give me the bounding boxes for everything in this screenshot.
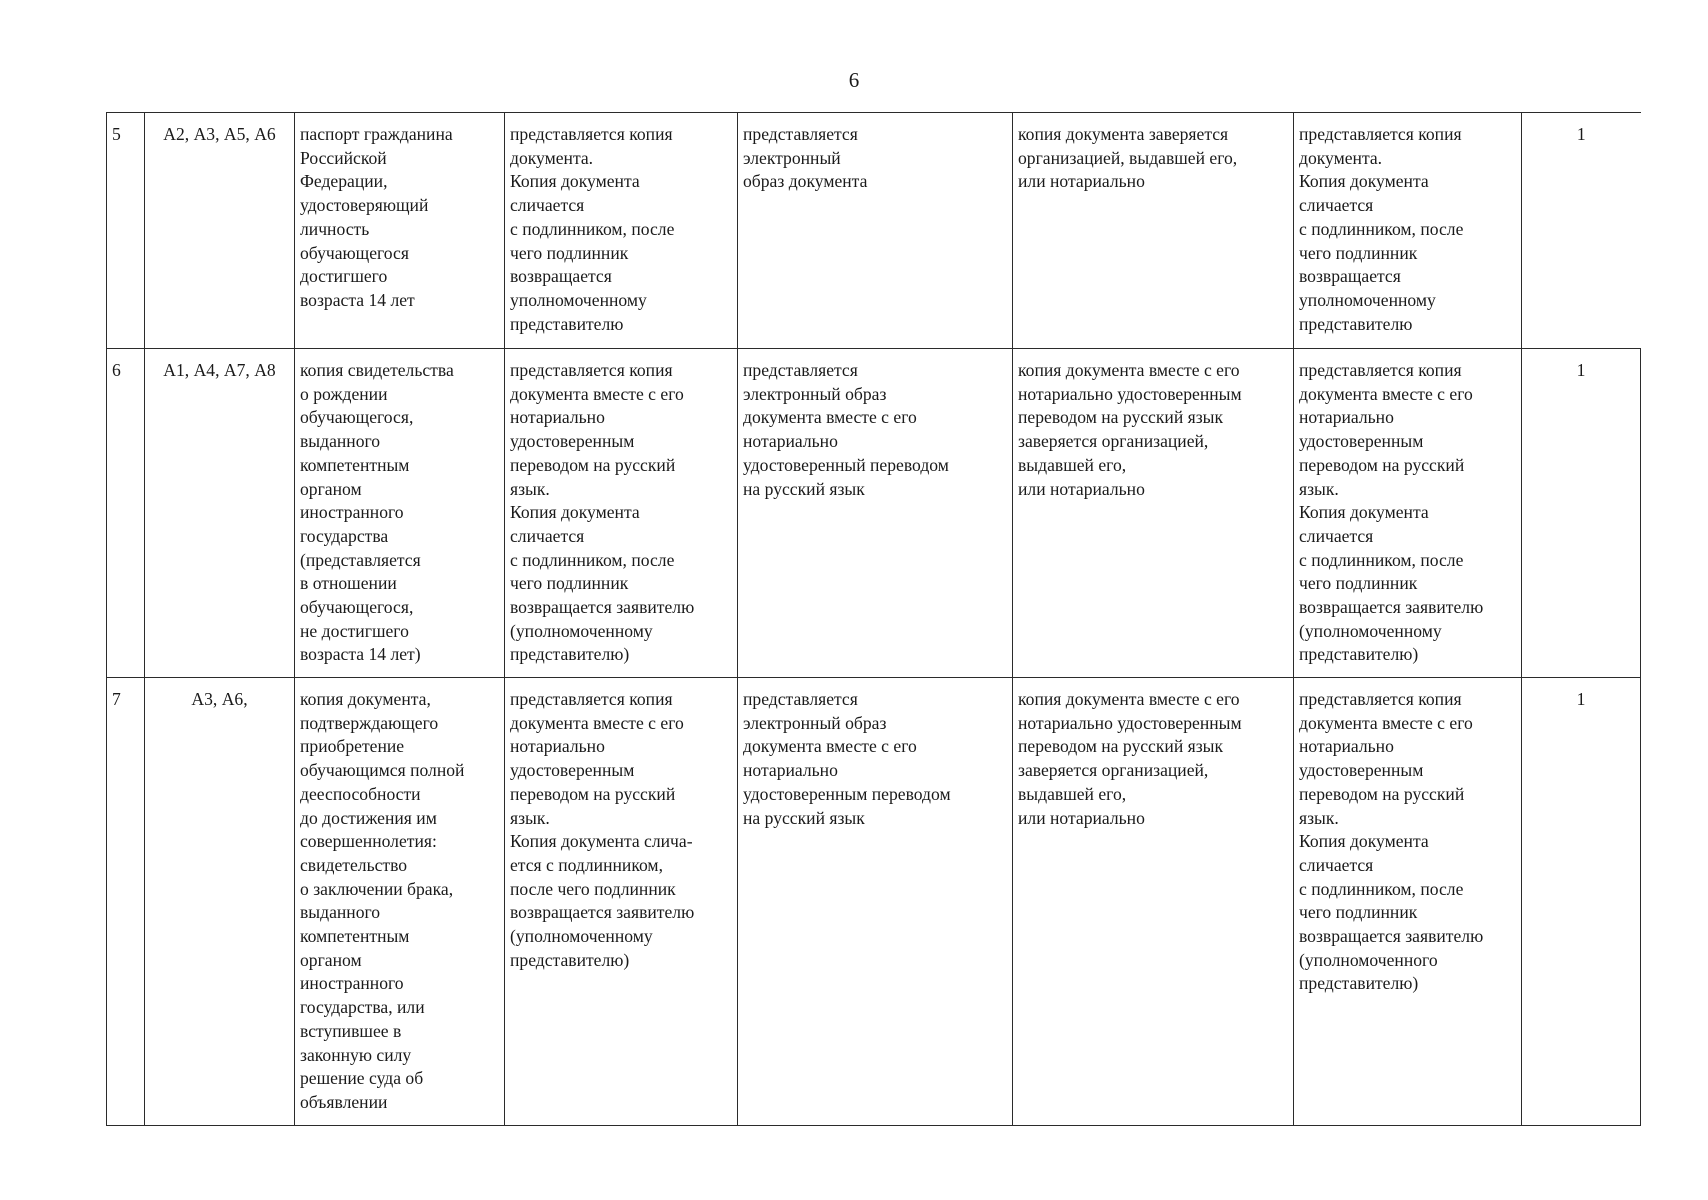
cell-line: возвращается <box>510 266 612 287</box>
cell-line: объявлении <box>300 1091 388 1112</box>
cell-line: (уполномоченному <box>510 620 653 641</box>
cell-line: представителю <box>510 313 624 334</box>
cell-line: на русский язык <box>743 807 865 828</box>
cell-line: представляется <box>743 360 858 380</box>
cell-line: (уполномоченного <box>1299 949 1438 970</box>
row-number: 5 <box>107 113 145 349</box>
cell-line: до достижения им <box>300 807 437 828</box>
cell-line: иностранного <box>300 502 404 523</box>
cell-line: совершеннолетия: <box>300 831 437 852</box>
cell-line: ется с подлинником, <box>510 854 663 875</box>
document-count: 1 <box>1522 349 1641 678</box>
cell-line: копия документа вместе с его <box>1018 360 1240 380</box>
cell-line: уполномоченному <box>510 289 647 310</box>
cell-line: Копия документа <box>1299 502 1429 523</box>
cell-line: организацией, выдавшей его, <box>1018 147 1238 168</box>
mfc-submission <box>1294 678 1522 1126</box>
cell-line: (представляется <box>300 549 421 570</box>
document-name <box>295 113 505 349</box>
cell-line: сличается <box>1299 195 1374 216</box>
cell-line: сличается <box>1299 854 1374 875</box>
cell-line: не достигшего <box>300 620 409 641</box>
requirements-table <box>106 112 1641 1126</box>
cell-line: решение суда об <box>300 1068 424 1089</box>
cell-line: нотариально <box>1299 736 1394 757</box>
mfc-submission <box>1294 349 1522 678</box>
cell-line: удостоверенным <box>510 431 635 452</box>
cell-line: представителю) <box>1299 973 1419 994</box>
paper-submission <box>505 349 738 678</box>
cell-line: язык. <box>1299 807 1339 828</box>
cell-line: чего подлинник <box>1299 902 1418 923</box>
cell-line: Копия документа <box>510 171 640 192</box>
cell-line: заверяется организацией, <box>1018 431 1209 452</box>
cell-line: дееспособности <box>300 783 421 804</box>
cell-line: чего подлинник <box>1299 573 1418 594</box>
cell-line: представляется копия <box>1299 689 1462 709</box>
cell-line: представителю <box>1299 313 1413 334</box>
cell-line: нотариально <box>510 736 605 757</box>
cell-line: компетентным <box>300 926 410 947</box>
cell-line: вступившее в <box>300 1020 402 1041</box>
cell-line: с подлинником, после <box>1299 878 1464 899</box>
cell-line: заверяется организацией, <box>1018 760 1209 781</box>
cell-line: документа вместе с его <box>1299 383 1473 404</box>
cell-line: чего подлинник <box>510 573 629 594</box>
cell-line: переводом на русский <box>1299 454 1465 475</box>
cell-line: нотариально <box>1299 407 1394 428</box>
cell-line: нотариально удостоверенным <box>1018 383 1242 404</box>
cell-line: органом <box>300 478 362 499</box>
cell-line: органом <box>300 949 362 970</box>
electronic-submission <box>738 349 1013 678</box>
cell-line: переводом на русский <box>1299 783 1465 804</box>
document-name <box>295 349 505 678</box>
cell-line: электронный образ <box>743 383 887 404</box>
cell-line: законную силу <box>300 1044 412 1065</box>
cell-line: электронный <box>743 147 841 168</box>
cell-line: язык. <box>510 478 550 499</box>
cell-line: удостоверенным <box>1299 760 1424 781</box>
cell-line: документа вместе с его <box>1299 712 1473 733</box>
cell-line: удостоверенный переводом <box>743 454 949 475</box>
cell-line: возраста 14 лет) <box>300 644 421 665</box>
cell-line: возвращается <box>1299 266 1401 287</box>
cell-line: язык. <box>1299 478 1339 499</box>
cell-line: или нотариально <box>1018 807 1145 828</box>
cell-line: возвращается заявителю <box>510 597 695 618</box>
cell-line: нотариально <box>743 431 838 452</box>
cell-line: Копия документа слича- <box>510 831 693 852</box>
table-body <box>107 113 1641 1126</box>
cell-line: чего подлинник <box>1299 242 1418 263</box>
cell-line: переводом на русский язык <box>1018 407 1224 428</box>
cell-line: образ документа <box>743 171 868 192</box>
cell-line: подтверждающего <box>300 712 439 733</box>
cell-line: копия документа вместе с его <box>1018 689 1240 709</box>
cell-line: представляется <box>743 689 858 709</box>
cell-line: язык. <box>510 807 550 828</box>
cell-line: Копия документа <box>510 502 640 523</box>
cell-line: выданного <box>300 431 381 452</box>
cell-line: достигшего <box>300 266 388 287</box>
document-name <box>295 678 505 1126</box>
cell-line: обучающегося, <box>300 597 414 618</box>
table-row <box>107 113 1641 349</box>
cell-line: приобретение <box>300 736 405 757</box>
cell-line: копия документа, <box>300 689 431 709</box>
cell-line: удостоверенным <box>510 760 635 781</box>
cell-line: документа. <box>1299 147 1383 168</box>
cell-line: документа вместе с его <box>743 736 917 757</box>
document-count: 1 <box>1522 113 1641 349</box>
cell-line: выдавшей его, <box>1018 454 1127 475</box>
document-count: 1 <box>1522 678 1641 1126</box>
cell-line: сличается <box>510 525 585 546</box>
cell-line: удостоверяющий <box>300 195 429 216</box>
paper-submission <box>505 678 738 1126</box>
cell-line: копия свидетельства <box>300 360 454 380</box>
cell-line: на русский язык <box>743 478 865 499</box>
category-codes: А2, А3, А5, А6 <box>145 113 295 349</box>
cell-line: представляется копия <box>510 360 673 380</box>
cell-line: личность <box>300 218 370 239</box>
cell-line: документа вместе с его <box>510 712 684 733</box>
cell-line: представляется копия <box>510 124 673 144</box>
row-number: 6 <box>107 349 145 678</box>
cell-line: с подлинником, после <box>510 218 675 239</box>
cell-line: свидетельство <box>300 854 408 875</box>
cell-line: переводом на русский <box>510 454 676 475</box>
cell-line: (уполномоченному <box>1299 620 1442 641</box>
cell-line: нотариально <box>743 760 838 781</box>
cell-line: документа вместе с его <box>743 407 917 428</box>
cell-line: уполномоченному <box>1299 289 1436 310</box>
cell-line: в отношении <box>300 573 397 594</box>
certification-requirements <box>1013 678 1294 1126</box>
cell-line: Российской <box>300 147 387 168</box>
cell-line: переводом на русский <box>510 783 676 804</box>
cell-line: о заключении брака, <box>300 878 454 899</box>
cell-line: удостоверенным <box>1299 431 1424 452</box>
cell-line: с подлинником, после <box>1299 218 1464 239</box>
cell-line: возвращается заявителю <box>1299 597 1484 618</box>
cell-line: представителю) <box>1299 644 1419 665</box>
cell-line: иностранного <box>300 973 404 994</box>
cell-line: обучающегося, <box>300 407 414 428</box>
cell-line: представляется копия <box>1299 360 1462 380</box>
cell-line: обучающегося <box>300 242 409 263</box>
category-codes: А1, А4, А7, А8 <box>145 349 295 678</box>
row-number: 7 <box>107 678 145 1126</box>
cell-line: с подлинником, после <box>1299 549 1464 570</box>
table-row <box>107 349 1641 678</box>
cell-line: (уполномоченному <box>510 926 653 947</box>
cell-line: нотариально <box>510 407 605 428</box>
cell-line: или нотариально <box>1018 478 1145 499</box>
cell-line: документа вместе с его <box>510 383 684 404</box>
cell-line: после чего подлинник <box>510 878 676 899</box>
mfc-submission <box>1294 113 1522 349</box>
certification-requirements <box>1013 113 1294 349</box>
cell-line: сличается <box>1299 525 1374 546</box>
cell-line: государства <box>300 525 389 546</box>
cell-line: возвращается заявителю <box>1299 926 1484 947</box>
page-number: 6 <box>848 68 860 92</box>
cell-line: представителю) <box>510 949 630 970</box>
cell-line: Федерации, <box>300 171 388 192</box>
table-row <box>107 678 1641 1126</box>
cell-line: обучающимся полной <box>300 760 465 781</box>
cell-line: нотариально удостоверенным <box>1018 712 1242 733</box>
electronic-submission <box>738 113 1013 349</box>
certification-requirements <box>1013 349 1294 678</box>
cell-line: представляется копия <box>510 689 673 709</box>
cell-line: выдавшей его, <box>1018 783 1127 804</box>
cell-line: о рождении <box>300 383 388 404</box>
cell-line: паспорт гражданина <box>300 124 453 144</box>
paper-submission <box>505 113 738 349</box>
cell-line: выданного <box>300 902 381 923</box>
cell-line: электронный образ <box>743 712 887 733</box>
cell-line: представителю) <box>510 644 630 665</box>
cell-line: удостоверенным переводом <box>743 783 951 804</box>
cell-line: Копия документа <box>1299 171 1429 192</box>
cell-line: сличается <box>510 195 585 216</box>
category-codes: А3, А6, <box>145 678 295 1126</box>
cell-line: возвращается заявителю <box>510 902 695 923</box>
cell-line: чего подлинник <box>510 242 629 263</box>
cell-line: представляется <box>743 124 858 144</box>
cell-line: копия документа заверяется <box>1018 124 1229 144</box>
electronic-submission <box>738 678 1013 1126</box>
cell-line: государства, или <box>300 997 425 1018</box>
cell-line: или нотариально <box>1018 171 1145 192</box>
cell-line: документа. <box>510 147 594 168</box>
cell-line: переводом на русский язык <box>1018 736 1224 757</box>
cell-line: возраста 14 лет <box>300 289 415 310</box>
cell-line: Копия документа <box>1299 831 1429 852</box>
cell-line: с подлинником, после <box>510 549 675 570</box>
cell-line: компетентным <box>300 454 410 475</box>
cell-line: представляется копия <box>1299 124 1462 144</box>
